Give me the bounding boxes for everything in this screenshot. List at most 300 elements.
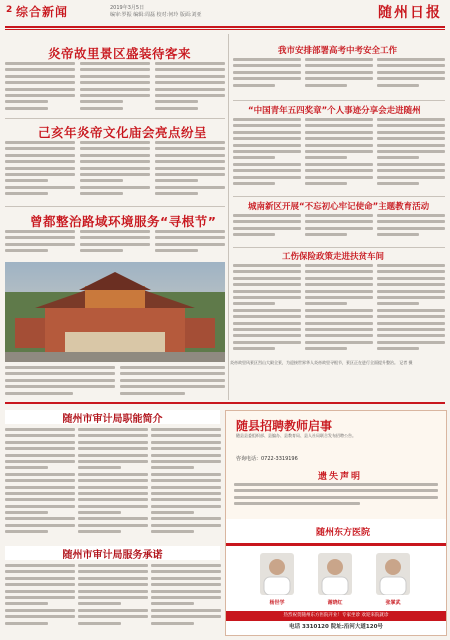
- text-line: [78, 596, 148, 599]
- text-line: [5, 243, 75, 246]
- text-line: [305, 290, 373, 293]
- text-line: [377, 144, 445, 147]
- article-body: [151, 564, 221, 634]
- text-line: [5, 75, 75, 78]
- text-line: [80, 243, 150, 246]
- text-line: [78, 524, 148, 527]
- article-body: [5, 141, 75, 201]
- text-line: [151, 428, 221, 431]
- text-line: [151, 609, 221, 612]
- text-line: [233, 264, 301, 267]
- text-line: [80, 160, 150, 163]
- doctor-name: 杨世学: [269, 600, 285, 606]
- text-line: [5, 530, 48, 533]
- text-line: [80, 236, 150, 239]
- text-line: [78, 434, 148, 437]
- text-line: [305, 137, 373, 140]
- text-line: [233, 84, 275, 87]
- article-body: [377, 58, 445, 96]
- text-line: [155, 81, 225, 84]
- text-line: [305, 150, 373, 153]
- text-line: [377, 176, 445, 179]
- article-body: [120, 366, 225, 398]
- text-line: [233, 131, 301, 134]
- text-line: [80, 173, 150, 176]
- hospital-ad: [226, 519, 446, 635]
- text-line: [377, 169, 445, 172]
- divider: [233, 196, 445, 197]
- article-body: [5, 564, 75, 634]
- article-body: [377, 118, 445, 192]
- text-line: [5, 577, 75, 580]
- text-line: [234, 483, 438, 486]
- text-line: [120, 385, 225, 388]
- text-line: [233, 58, 301, 61]
- text-line: [305, 302, 347, 305]
- text-line: [377, 302, 419, 305]
- text-line: [5, 230, 75, 233]
- text-line: [155, 186, 225, 189]
- text-line: [80, 88, 150, 91]
- text-line: [305, 131, 373, 134]
- text-line: [80, 154, 150, 157]
- text-line: [78, 479, 148, 482]
- text-line: [377, 163, 445, 166]
- article-body: [80, 230, 150, 258]
- text-line: [377, 71, 445, 74]
- text-line: [155, 154, 225, 157]
- text-line: [305, 309, 373, 312]
- notice-box: [226, 467, 446, 515]
- text-line: [80, 100, 123, 103]
- text-line: [5, 100, 48, 103]
- text-line: [5, 147, 75, 150]
- text-line: [155, 236, 225, 239]
- text-line: [233, 182, 275, 185]
- text-line: [377, 182, 419, 185]
- text-line: [233, 124, 301, 127]
- text-line: [155, 107, 198, 110]
- text-line: [377, 347, 419, 350]
- text-line: [377, 309, 445, 312]
- text-line: [5, 447, 75, 450]
- text-line: [78, 473, 148, 476]
- text-line: [155, 68, 225, 71]
- text-line: [155, 75, 225, 78]
- text-line: [377, 156, 419, 159]
- ad-body: 随县县委组织部、县编办、县教育局、县人社局联合发布招聘公告。: [236, 433, 356, 438]
- divider: [233, 247, 445, 248]
- text-line: [377, 264, 445, 267]
- text-line: [377, 270, 445, 273]
- text-line: [5, 492, 75, 495]
- text-line: [78, 447, 148, 450]
- text-line: [233, 277, 301, 280]
- text-line: [233, 347, 275, 350]
- text-line: [151, 570, 221, 573]
- doctor-photo: [376, 553, 410, 595]
- article-body: [80, 62, 150, 114]
- text-line: [233, 290, 301, 293]
- text-line: [78, 564, 148, 567]
- article-headline: 曾都整治路域环境服务“寻根节”: [30, 214, 217, 229]
- text-line: [151, 615, 221, 618]
- text-line: [5, 434, 75, 437]
- text-line: [305, 84, 347, 87]
- article-body: [5, 62, 75, 114]
- article-headline: 炎帝故里景区盛装待客来: [48, 46, 192, 61]
- text-line: [155, 179, 198, 182]
- text-line: [78, 517, 148, 520]
- text-line: [151, 590, 221, 593]
- text-line: [377, 341, 445, 344]
- text-line: [233, 334, 301, 337]
- article-body: [305, 58, 373, 96]
- text-line: [151, 622, 194, 625]
- article-headline: 城南新区开展“不忘初心牢记使命”主题教育活动: [248, 202, 430, 212]
- text-line: [120, 366, 225, 369]
- text-line: [233, 302, 275, 305]
- text-line: [233, 315, 301, 318]
- article-body: [377, 214, 445, 244]
- text-line: [5, 236, 75, 239]
- text-line: [305, 233, 347, 236]
- text-line: [78, 428, 148, 431]
- text-line: [377, 315, 445, 318]
- text-line: [78, 486, 148, 489]
- text-line: [5, 583, 75, 586]
- text-line: [151, 530, 194, 533]
- divider: [5, 118, 225, 119]
- text-line: [377, 64, 445, 67]
- text-line: [305, 296, 373, 299]
- text-line: [233, 144, 301, 147]
- text-line: [233, 150, 301, 153]
- newspaper-logo: 随州日报: [378, 5, 442, 21]
- ad-phone: 咨询电话：0722-3319196: [236, 456, 298, 462]
- text-line: [234, 502, 360, 505]
- text-line: [151, 460, 221, 463]
- article-body: [78, 428, 148, 538]
- text-line: [155, 100, 198, 103]
- hospital-phone: 电话 3310120 院址:沿河大道120号: [289, 624, 383, 630]
- masthead: [0, 0, 450, 30]
- text-line: [233, 163, 301, 166]
- text-line: [377, 124, 445, 127]
- text-line: [5, 479, 75, 482]
- text-line: [151, 564, 221, 567]
- text-line: [377, 150, 445, 153]
- text-line: [305, 220, 373, 223]
- text-line: [80, 230, 150, 233]
- text-line: [305, 277, 373, 280]
- text-line: [377, 131, 445, 134]
- text-line: [155, 94, 225, 97]
- text-line: [233, 118, 301, 121]
- text-line: [5, 167, 75, 170]
- text-line: [377, 233, 419, 236]
- text-line: [233, 328, 301, 331]
- text-line: [80, 167, 150, 170]
- text-line: [377, 334, 445, 337]
- article-body: [233, 264, 301, 354]
- text-line: [155, 160, 225, 163]
- photo-caption: 炎帝故里风景区烈山大殿全景，为迎接世界华人炎帝故里寻根节，景区正在进行全面提升整治。 记者 摄: [230, 360, 413, 365]
- doctor-photo: [260, 553, 294, 595]
- text-line: [305, 322, 373, 325]
- text-line: [78, 441, 148, 444]
- article-body: [5, 366, 115, 398]
- text-line: [151, 447, 221, 450]
- text-line: [80, 249, 123, 252]
- text-line: [233, 341, 301, 344]
- text-line: [5, 486, 75, 489]
- text-line: [80, 179, 123, 182]
- text-line: [377, 227, 445, 230]
- text-line: [78, 511, 121, 514]
- text-line: [151, 441, 221, 444]
- text-line: [377, 220, 445, 223]
- article-body: [155, 141, 225, 201]
- text-line: [78, 570, 148, 573]
- article-body: [305, 118, 373, 192]
- hospital-band: 热烈祝贺随州东方医院开业！专家坐诊 欢迎来院就诊: [226, 611, 446, 621]
- text-line: [5, 570, 75, 573]
- text-line: [80, 75, 150, 78]
- article-body: [155, 230, 225, 258]
- text-line: [5, 62, 75, 65]
- text-line: [305, 156, 347, 159]
- text-line: [5, 173, 75, 176]
- issue-date: 2019年3月5日: [110, 5, 145, 11]
- article-body: [233, 118, 301, 192]
- text-line: [233, 156, 275, 159]
- text-line: [5, 524, 75, 527]
- text-line: [151, 434, 221, 437]
- text-line: [233, 322, 301, 325]
- text-line: [5, 596, 75, 599]
- text-line: [151, 473, 221, 476]
- text-line: [78, 615, 148, 618]
- text-line: [151, 466, 194, 469]
- text-line: [305, 163, 373, 166]
- text-line: [5, 498, 75, 501]
- text-line: [305, 176, 373, 179]
- text-line: [155, 243, 225, 246]
- text-line: [5, 379, 115, 382]
- text-line: [78, 505, 148, 508]
- text-line: [377, 328, 445, 331]
- text-line: [80, 68, 150, 71]
- text-line: [78, 498, 148, 501]
- text-line: [233, 270, 301, 273]
- text-line: [305, 71, 373, 74]
- text-line: [5, 564, 75, 567]
- article-body: [377, 264, 445, 354]
- text-line: [80, 186, 150, 189]
- text-line: [155, 173, 225, 176]
- text-line: [305, 64, 373, 67]
- doctor-photo: [318, 553, 352, 595]
- text-line: [151, 505, 221, 508]
- text-line: [78, 609, 148, 612]
- text-line: [305, 214, 373, 217]
- text-line: [78, 492, 148, 495]
- text-line: [233, 227, 301, 230]
- article-body: [151, 428, 221, 538]
- text-line: [155, 230, 225, 233]
- text-line: [151, 486, 221, 489]
- text-line: [78, 466, 121, 469]
- text-line: [234, 496, 438, 499]
- text-line: [377, 77, 445, 80]
- text-line: [305, 315, 373, 318]
- text-line: [305, 270, 373, 273]
- article-body: [305, 264, 373, 354]
- text-line: [80, 192, 123, 195]
- text-line: [155, 167, 225, 170]
- text-line: [377, 214, 445, 217]
- box-title: 随州市审计局服务承诺: [5, 546, 220, 560]
- text-line: [305, 283, 373, 286]
- text-line: [151, 596, 221, 599]
- text-line: [233, 77, 301, 80]
- text-line: [5, 511, 48, 514]
- text-line: [5, 615, 75, 618]
- text-line: [5, 466, 48, 469]
- text-line: [151, 602, 194, 605]
- text-line: [5, 505, 75, 508]
- text-line: [151, 492, 221, 495]
- text-line: [155, 249, 198, 252]
- text-line: [305, 124, 373, 127]
- text-line: [305, 118, 373, 121]
- article-body: [78, 564, 148, 634]
- article-body: [80, 141, 150, 201]
- text-line: [233, 64, 301, 67]
- ad-title: 随县招聘教师启事: [236, 419, 333, 433]
- text-line: [78, 583, 148, 586]
- text-line: [233, 309, 301, 312]
- text-line: [5, 460, 75, 463]
- text-line: [377, 283, 445, 286]
- text-line: [5, 88, 75, 91]
- text-line: [5, 94, 75, 97]
- text-line: [5, 141, 75, 144]
- divider: [5, 206, 225, 207]
- text-line: [78, 577, 148, 580]
- text-line: [377, 118, 445, 121]
- text-line: [377, 58, 445, 61]
- text-line: [5, 366, 115, 369]
- article-body: [155, 62, 225, 114]
- text-line: [5, 385, 115, 388]
- notice-title: 遗失声明: [318, 472, 363, 482]
- text-line: [151, 479, 221, 482]
- text-line: [305, 58, 373, 61]
- text-line: [233, 71, 301, 74]
- text-line: [80, 94, 150, 97]
- text-line: [151, 577, 221, 580]
- text-line: [305, 341, 373, 344]
- section-title: 综合新闻: [16, 5, 69, 19]
- article-headline: 工伤保险政策走进扶贫车间: [282, 252, 385, 262]
- text-line: [5, 249, 48, 252]
- section-rule: [5, 402, 445, 404]
- text-line: [377, 84, 419, 87]
- text-line: [155, 192, 198, 195]
- article-body: [5, 428, 75, 538]
- box-title: 随州市审计局职能简介: [5, 410, 220, 424]
- text-line: [155, 62, 225, 65]
- article-headline: “中国青年五四奖章”个人事迹分享会走进随州: [248, 106, 421, 116]
- text-line: [377, 290, 445, 293]
- text-line: [5, 372, 115, 375]
- text-line: [5, 392, 73, 395]
- text-line: [78, 622, 121, 625]
- header-rule: [5, 26, 445, 28]
- text-line: [80, 147, 150, 150]
- article-body: [233, 58, 301, 96]
- text-line: [5, 107, 48, 110]
- notice-body: [234, 483, 438, 513]
- text-line: [155, 147, 225, 150]
- hospital-name: 随州东方医院: [316, 528, 371, 538]
- text-line: [305, 227, 373, 230]
- text-line: [78, 454, 148, 457]
- temple-photo: [5, 262, 225, 362]
- text-line: [305, 334, 373, 337]
- text-line: [305, 169, 373, 172]
- text-line: [5, 154, 75, 157]
- text-line: [305, 77, 373, 80]
- text-line: [80, 141, 150, 144]
- text-line: [233, 233, 275, 236]
- text-line: [120, 372, 225, 375]
- text-line: [80, 107, 123, 110]
- text-line: [5, 590, 75, 593]
- text-line: [305, 328, 373, 331]
- page-number: 2: [6, 5, 13, 15]
- text-line: [377, 277, 445, 280]
- text-line: [233, 296, 301, 299]
- text-line: [78, 590, 148, 593]
- text-line: [155, 88, 225, 91]
- text-line: [305, 144, 373, 147]
- text-line: [305, 182, 347, 185]
- text-line: [5, 454, 75, 457]
- text-line: [78, 602, 121, 605]
- text-line: [5, 441, 75, 444]
- article-headline: 我市安排部署高考中考安全工作: [278, 46, 398, 56]
- text-line: [233, 283, 301, 286]
- text-line: [151, 524, 221, 527]
- text-line: [151, 454, 221, 457]
- text-line: [5, 428, 75, 431]
- text-line: [5, 622, 48, 625]
- text-line: [155, 141, 225, 144]
- text-line: [151, 511, 194, 514]
- divider: [233, 100, 445, 101]
- text-line: [5, 186, 75, 189]
- text-line: [377, 322, 445, 325]
- text-line: [233, 137, 301, 140]
- text-line: [5, 81, 75, 84]
- text-line: [233, 169, 301, 172]
- text-line: [377, 296, 445, 299]
- text-line: [233, 214, 301, 217]
- text-line: [151, 517, 221, 520]
